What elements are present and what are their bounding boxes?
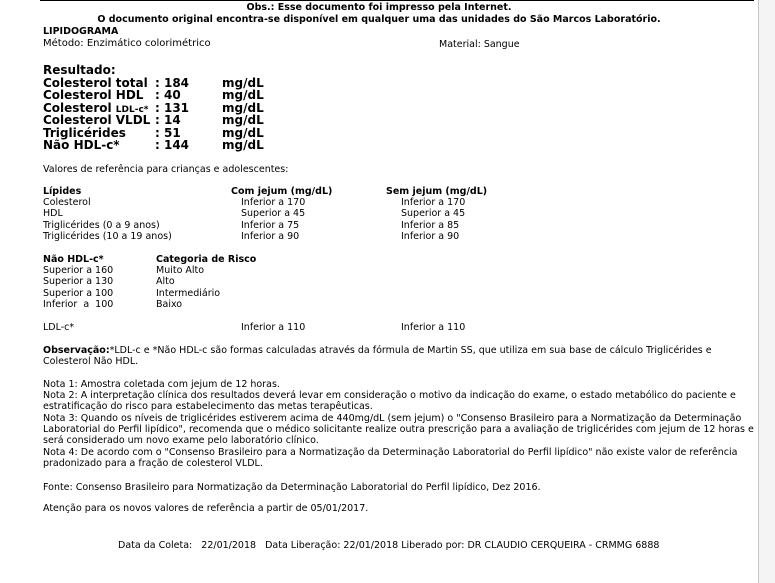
risk-range: Superior a 100 bbox=[43, 288, 114, 299]
col-header-nonfasting: Sem jejum (mg/dL) bbox=[386, 186, 488, 197]
ref-nonfasting: Superior a 45 bbox=[401, 208, 466, 219]
material: Material: Sangue bbox=[439, 39, 520, 50]
col-header-fasting: Com jejum (mg/dL) bbox=[231, 186, 333, 197]
top-rule bbox=[40, 0, 754, 1]
note-2: Nota 2: A interpretação clínica dos resultados deverá levar em consideração o motivo da indicação do exame, o estado metabólico do paciente e estratificação do risco para estabelecimento das metas terapêuticas. bbox=[43, 390, 736, 412]
ref-fasting: Inferior a 90 bbox=[241, 231, 300, 242]
ref-name: Triglicérides (0 a 9 anos) bbox=[43, 220, 160, 231]
ref-fasting: Inferior a 170 bbox=[241, 197, 306, 208]
release-label: Data Liberação: bbox=[265, 540, 341, 551]
collect-label: Data da Coleta: bbox=[118, 540, 193, 551]
result-value: : 14 bbox=[155, 113, 181, 127]
original-notice: O documento original encontra-se disponível em qualquer uma das unidades do São Marcos Laboratório. bbox=[97, 14, 661, 25]
note-1: Nota 1: Amostra coletada com jejum de 12 horas. bbox=[43, 379, 280, 390]
ref-nonfasting: Inferior a 85 bbox=[401, 220, 460, 231]
exam-title: LIPIDOGRAMA bbox=[43, 26, 119, 37]
method bbox=[43, 38, 211, 49]
ref-name: HDL bbox=[43, 208, 63, 219]
risk-range: Superior a 160 bbox=[43, 265, 114, 276]
result-label-sub: LDL-c* bbox=[115, 105, 149, 115]
col-header-category: Categoria de Risco bbox=[156, 254, 257, 265]
result-unit: mg/dL bbox=[222, 113, 264, 127]
observation bbox=[43, 345, 755, 367]
col-header-lipids: Lípides bbox=[43, 186, 82, 197]
risk-range: Inferior a 100 bbox=[43, 299, 114, 310]
footer bbox=[118, 540, 659, 551]
ldl-fasting: Inferior a 110 bbox=[241, 322, 306, 333]
result-label: Colesterol HDL bbox=[43, 88, 144, 102]
result-value: : 40 bbox=[155, 88, 181, 102]
ref-nonfasting: Inferior a 90 bbox=[401, 231, 460, 242]
risk-category: Muito Alto bbox=[156, 265, 205, 276]
result-label: Colesterol total bbox=[43, 76, 148, 90]
result-value: : 144 bbox=[155, 138, 190, 152]
doctor: DR CLAUDIO CERQUEIRA - CRMMG 6888 bbox=[467, 540, 660, 551]
result-value: : 51 bbox=[155, 126, 181, 140]
ref-fasting: Inferior a 75 bbox=[241, 220, 300, 231]
observation-label: Observação: bbox=[43, 345, 110, 356]
result-label: Colesterol VLDL bbox=[43, 113, 151, 127]
ldl-name: LDL-c* bbox=[43, 322, 75, 333]
method-value: Enzimático colorimétrico bbox=[86, 38, 211, 49]
result-unit: mg/dL bbox=[222, 88, 264, 102]
ref-name: Triglicérides (10 a 19 anos) bbox=[43, 231, 172, 242]
result-value: : 131 bbox=[155, 101, 190, 115]
observation-text: *LDL-c e *Não HDL-c são formas calculadas através da fórmula de Martin SS, que utiliza em sua base de cálculo Triglicérides e Colesterol Não HDL. bbox=[43, 345, 712, 367]
print-notice: Obs.: Esse documento foi impresso pela Internet. bbox=[246, 2, 512, 13]
ldl-nonfasting: Inferior a 110 bbox=[401, 322, 466, 333]
viewer-margin bbox=[759, 0, 775, 583]
result-value: : 184 bbox=[155, 76, 190, 90]
result-label: Não HDL-c* bbox=[43, 138, 120, 152]
collect-date: 22/01/2018 bbox=[201, 540, 257, 551]
col-header-nonhdl: Não HDL-c* bbox=[43, 254, 104, 265]
ref-name: Colesterol bbox=[43, 197, 91, 208]
released-by-label: Liberado por: bbox=[401, 540, 465, 551]
attention: Atenção para os novos valores de referência a partir de 05/01/2017. bbox=[43, 503, 369, 514]
result-unit: mg/dL bbox=[222, 76, 264, 90]
release-date: 22/01/2018 bbox=[343, 540, 399, 551]
result-unit: mg/dL bbox=[222, 126, 264, 140]
note-4: Nota 4: De acordo com o "Consenso Brasileiro para a Normatização da Determinação Laboratorial do Perfil lipídico" não existe valor de referência pradonizado para a fração de colesterol VLDL. bbox=[43, 447, 738, 469]
reference-intro: Valores de referência para crianças e adolescentes: bbox=[43, 164, 289, 175]
risk-category: Alto bbox=[156, 276, 175, 287]
result-unit: mg/dL bbox=[222, 138, 264, 152]
result-label-main: Colesterol bbox=[43, 101, 116, 115]
method-label: Método: bbox=[43, 38, 84, 49]
ref-nonfasting: Inferior a 170 bbox=[401, 197, 466, 208]
ref-fasting: Superior a 45 bbox=[241, 208, 306, 219]
risk-category: Baixo bbox=[156, 299, 183, 310]
result-label: Triglicérides bbox=[43, 126, 126, 140]
note-3: Nota 3: Quando os níveis de triglicérides estiverem acima de 440mg/dL (sem jejum) o "Consenso Brasileiro para a Normatização da Determinação Laboratorial do Perfil lipídico", recomenda que o médico solicitante realize outra prescrição para a avaliação de triglicérides com jejum de 12 horas e será considerado um novo exame pelo laboratório clínico. bbox=[43, 413, 754, 446]
result-heading: Resultado: bbox=[43, 63, 116, 77]
source: Fonte: Consenso Brasileiro para Normatização da Determinação Laboratorial do Perfil lipídico, Dez 2016. bbox=[43, 482, 541, 493]
risk-range: Superior a 130 bbox=[43, 276, 114, 287]
result-unit: mg/dL bbox=[222, 101, 264, 115]
risk-category: Intermediário bbox=[156, 288, 221, 299]
